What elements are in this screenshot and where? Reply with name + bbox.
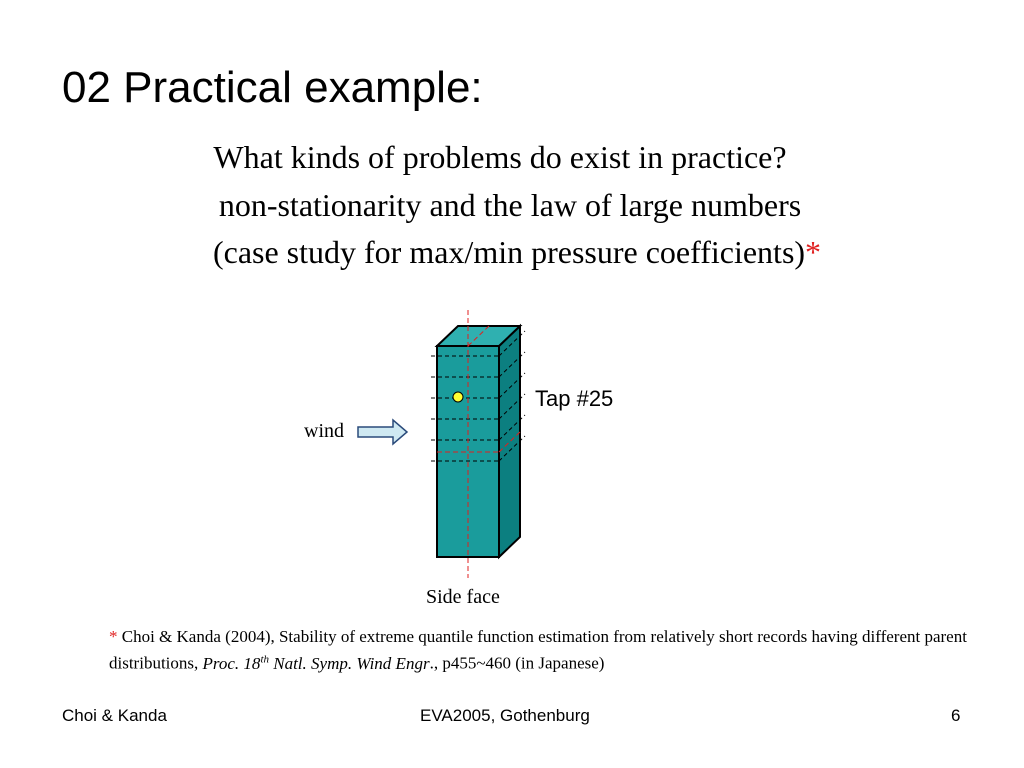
citation-text: Choi & Kanda (2004), Stability of extreme quantile function estimation from relatively short records having different parent distributions, (109, 627, 967, 673)
side-face-label: Side face (426, 586, 500, 608)
tap-point-marker (453, 392, 463, 402)
slide-title: 02 Practical example: (62, 63, 483, 112)
subtitle-line-3-text: (case study for max/min pressure coefficients) (212, 234, 806, 270)
citation-footnote (109, 625, 969, 675)
citation-pages: ., p455~460 (in Japanese) (429, 653, 605, 673)
citation-marker: * (109, 627, 118, 646)
wind-arrow (358, 420, 407, 444)
building-side-face (499, 326, 520, 557)
subtitle-line-1: What kinds of problems do exist in practice? (213, 139, 787, 175)
page-number: 6 (951, 706, 961, 725)
journal-name-part: Proc. 18 (202, 653, 261, 673)
wind-label: wind (304, 420, 344, 442)
journal-superscript: th (260, 653, 269, 665)
footer-conference: EVA2005, Gothenburg (420, 706, 590, 725)
citation-journal (203, 654, 430, 673)
footer-authors: Choi & Kanda (62, 706, 167, 725)
subtitle-line-2: non-stationarity and the law of large numbers (218, 187, 802, 223)
subtitle-footnote-marker: * (805, 234, 822, 270)
journal-name-part: Natl. Symp. Wind Engr (269, 653, 430, 673)
tap-label: Tap #25 (535, 386, 614, 411)
